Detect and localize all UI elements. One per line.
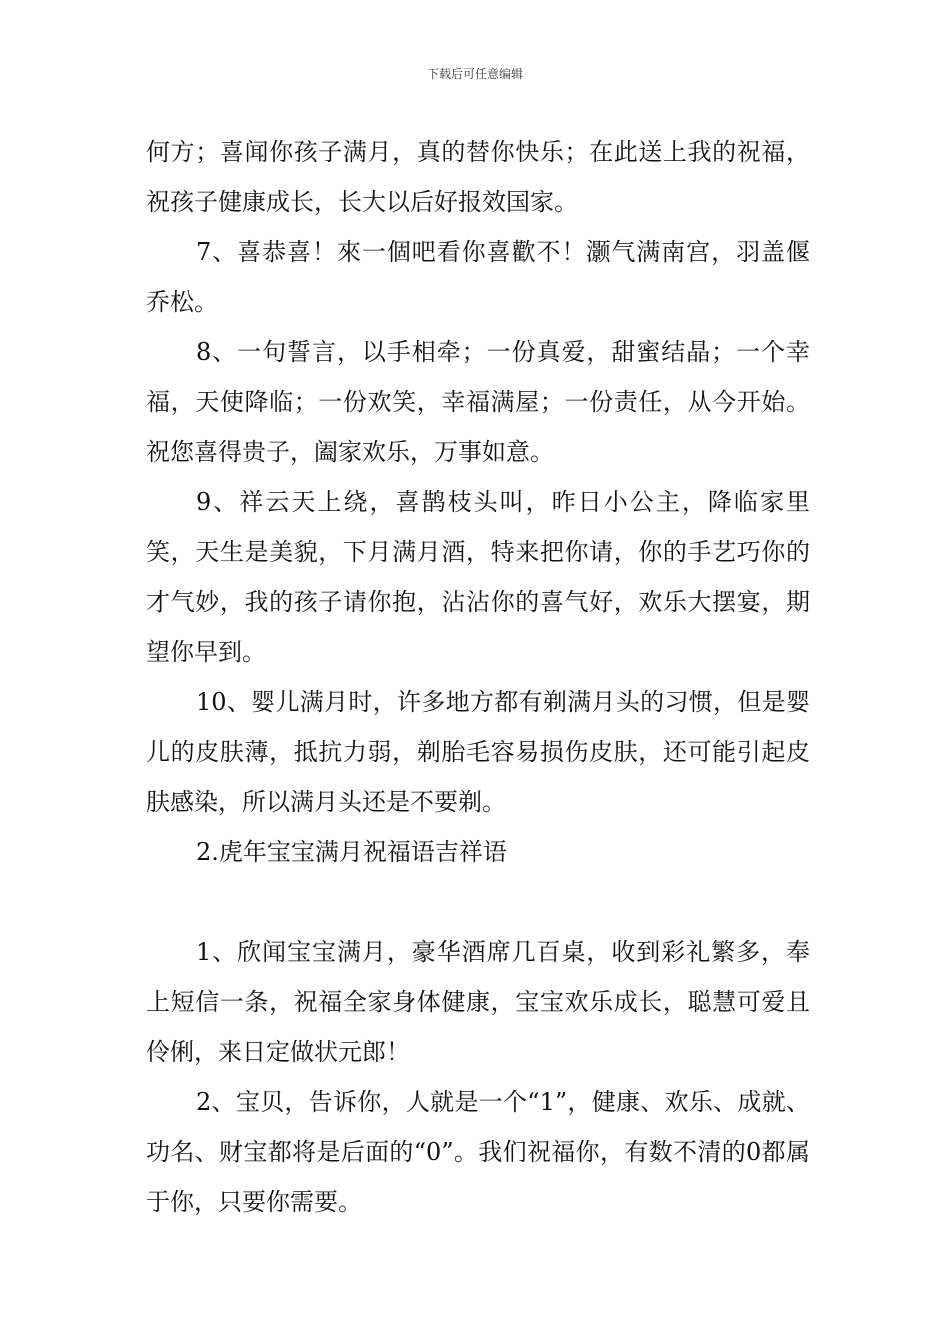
section-heading: 2.虎年宝宝满月祝福语吉祥语 bbox=[196, 838, 507, 866]
paragraph-item-9: 9、祥云天上绕，喜鹊枝头叫，昨日小公主，降临家里笑，天生是美貌，下月满月酒，特来把你请，你的手艺巧你的才气妙，我的孩子请你抱，沾沾你的喜气好，欢乐大摆宴，期望你早到。 bbox=[146, 488, 810, 666]
blank-line bbox=[146, 877, 810, 927]
paragraph-item-1: 1、欣闻宝宝满月，豪华酒席几百桌，收到彩礼繁多，奉上短信一条，祝福全家身体健康，宝宝欢乐成长，聪慧可爱且伶俐，来日定做状元郎！ bbox=[146, 938, 810, 1066]
document-body bbox=[146, 127, 810, 1227]
page-header: 下载后可任意编辑 bbox=[426, 67, 523, 81]
paragraph-item-2: 2、宝贝，告诉你，人就是一个“1”，健康、欢乐、成就、功名、财宝都将是后面的“0”。我们祝福你，有数不清的0都属于你，只要你需要。 bbox=[146, 1088, 810, 1216]
paragraph-item-10: 10、婴儿满月时，许多地方都有剃满月头的习惯，但是婴儿的皮肤薄，抵抗力弱，剃胎毛容易损伤皮肤，还可能引起皮肤感染，所以满月头还是不要剃。 bbox=[146, 688, 810, 816]
paragraph-continuation: 何方；喜闻你孩子满月，真的替你快乐；在此送上我的祝福，祝孩子健康成长，长大以后好报效国家。 bbox=[146, 138, 810, 216]
paragraph-item-7: 7、喜恭喜！來一個吧看你喜歡不！灏气满南宫，羽盖偃乔松。 bbox=[146, 238, 810, 316]
paragraph-item-8: 8、一句誓言，以手相牵；一份真爱，甜蜜结晶；一个幸福，天使降临；一份欢笑，幸福满屋；一份责任，从今开始。祝您喜得贵子，阖家欢乐，万事如意。 bbox=[146, 338, 810, 466]
